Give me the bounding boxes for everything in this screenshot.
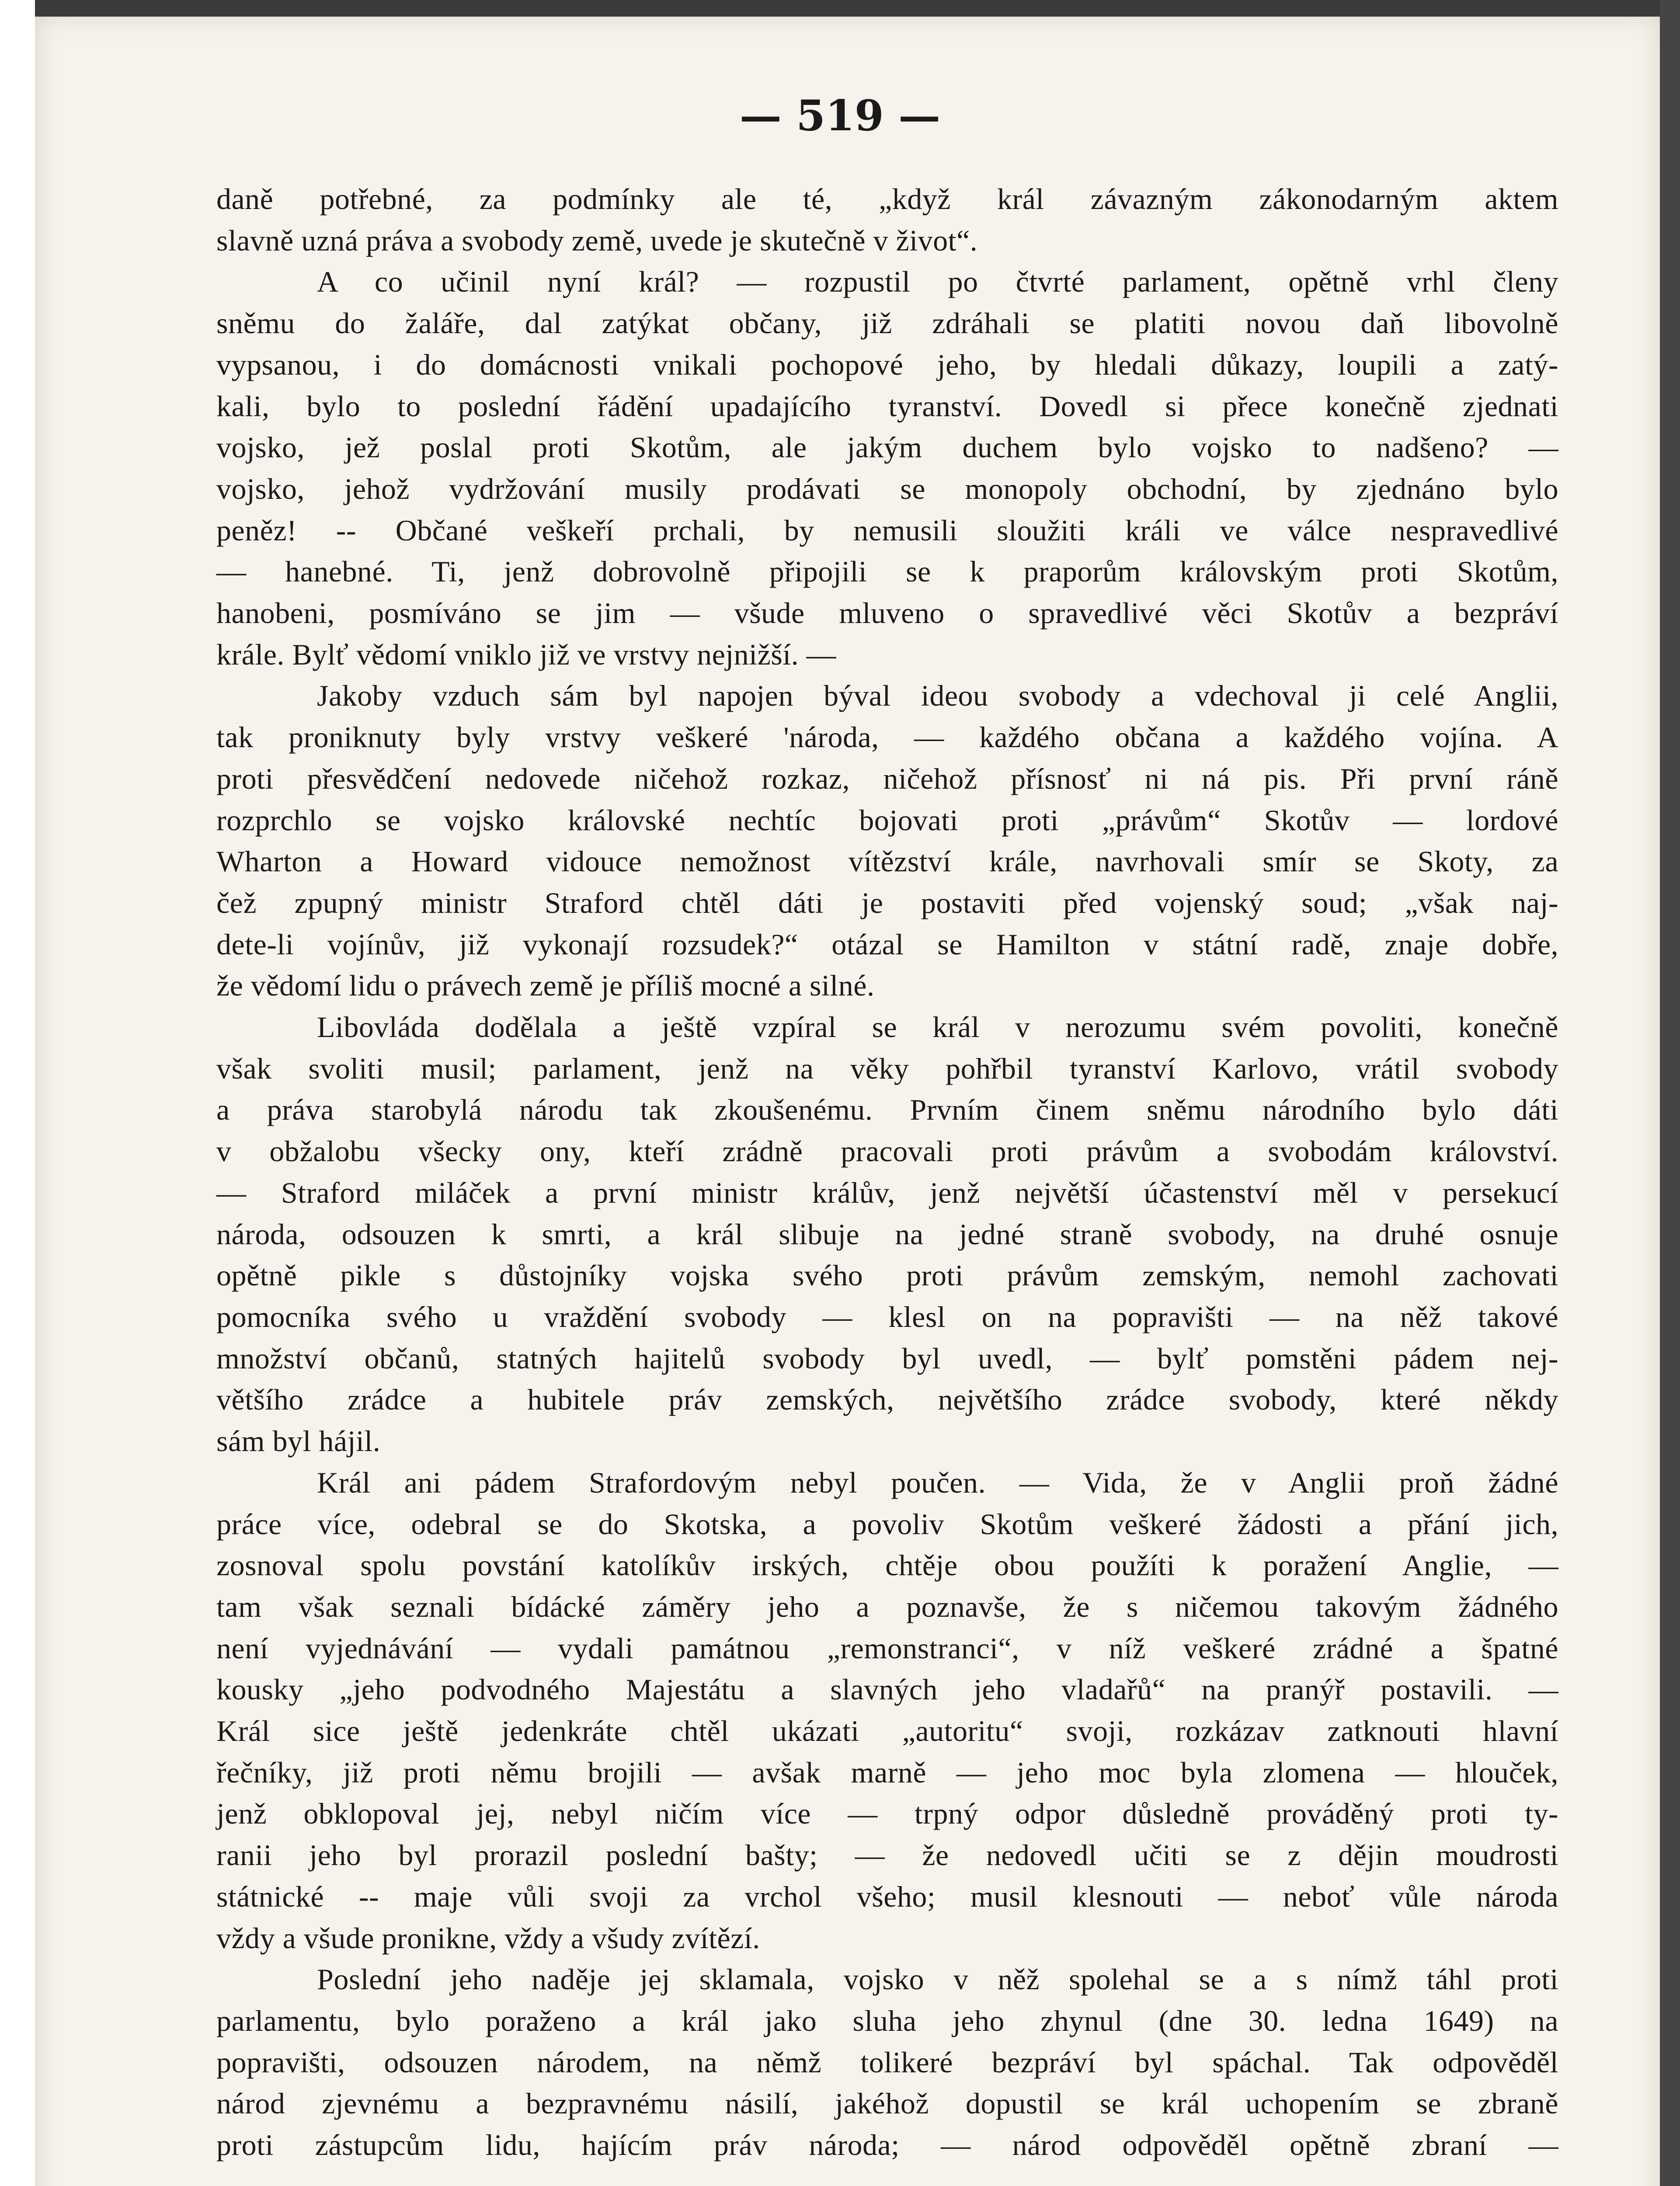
text-line: vojsko, jež poslal proti Skotům, ale jakým duchem bylo vojsko to nadšeno? — <box>216 431 1558 464</box>
text-line: kousky „jeho podvodného Majestátu a slavných jeho vladařů“ na pranýř postavili. — <box>216 1673 1558 1706</box>
scan-edge-top <box>35 0 1680 17</box>
text-line: hanobeni, posmíváno se jim — všude mluveno o spravedlivé věci Skotův a bezpráví <box>216 596 1558 630</box>
text-line: sněmu do žaláře, dal zatýkat občany, již zdráhali se platiti novou daň libovolně <box>216 306 1558 340</box>
text-line: zosnoval spolu povstání katolíkův irských, chtěje obou použíti k poražení Anglie, — <box>216 1549 1558 1582</box>
page-number: — 519 — <box>739 91 941 140</box>
text-line: peněz! -- Občané veškeří prchali, by nemusili sloužiti králi ve válce nespravedlivé <box>216 513 1558 547</box>
text-line: vojsko, jehož vydržování musily prodávati se monopoly obchodní, by zjednáno bylo <box>216 472 1558 505</box>
text-line: tam však seznali bídácké záměry jeho a poznavše, že s ničemou takovým žádného <box>216 1590 1558 1623</box>
text-line: opětně pikle s důstojníky vojska svého proti právům zemským, nemohl zachovati <box>216 1259 1558 1292</box>
text-line: jenž obklopoval jej, nebyl ničím více — trpný odpor důsledně prováděný proti ty- <box>216 1797 1558 1831</box>
text-line: že vědomí lidu o právech země je příliš mocné a silné. <box>216 969 875 1002</box>
text-line: kali, bylo to poslední řádění upadajícího tyranství. Dovedl si přece konečně zjednati <box>216 389 1558 423</box>
text-line: však svoliti musil; parlament, jenž na věky pohřbil tyranství Karlovo, vrátil svobody <box>216 1051 1558 1085</box>
text-line: řečníky, již proti němu brojili — avšak marně — jeho moc byla zlomena — hlouček, <box>216 1755 1558 1789</box>
scan-edge-right <box>1660 0 1680 2186</box>
text-line: sám byl hájil. <box>216 1424 381 1458</box>
text-line: rozprchlo se vojsko královské nechtíc bojovati proti „právům“ Skotův — lordové <box>216 803 1558 837</box>
text-line: krále. Bylť vědomí vniklo již ve vrstvy nejnižší. — <box>216 637 837 671</box>
text-line: vždy a všude pronikne, vždy a všudy zvítězí. <box>216 1921 760 1955</box>
text-line: a práva starobylá národu tak zkoušenému. Prvním činem sněmu národního bylo dáti <box>216 1093 1558 1127</box>
text-line: proti zástupcům lidu, hajícím práv národa; — národ odpověděl opětně zbraní — <box>216 2128 1558 2162</box>
text-line: Král sice ještě jedenkráte chtěl ukázati „autoritu“ svoji, rozkázav zatknouti hlavní <box>216 1714 1558 1748</box>
text-line: čež zpupný ministr Straford chtěl dáti je postaviti před vojenský soud; „však naj- <box>216 886 1558 919</box>
text-line: většího zrádce a hubitele práv zemských, největšího zrádce svobody, které někdy <box>216 1383 1558 1417</box>
text-line: množství občanů, statných hajitelů svobody byl uvedl, — bylť pomstěni pádem nej- <box>216 1341 1558 1375</box>
text-line: A co učinil nyní král? — rozpustil po čtvrté parlament, opětně vrhl členy <box>317 265 1558 299</box>
text-line: parlamentu, bylo poraženo a král jako sluha jeho zhynul (dne 30. ledna 1649) na <box>216 2004 1558 2037</box>
text-line: národa, odsouzen k smrti, a král slibuje na jedné straně svobody, na druhé osnuje <box>216 1217 1558 1251</box>
text-line: Wharton a Howard vidouce nemožnost vítězství krále, navrhovali smír se Skoty, za <box>216 845 1558 878</box>
text-line: — Straford miláček a první ministr králův, jenž největší účastenství měl v persekucí <box>216 1176 1558 1209</box>
text-line: práce více, odebral se do Skotska, a povoliv Skotům veškeré žádosti a přání jich, <box>216 1507 1558 1541</box>
text-line: není vyjednávání — vydali památnou „remonstranci“, v níž veškeré zrádné a špatné <box>216 1631 1558 1665</box>
text-line: státnické -- maje vůli svoji za vrchol všeho; musil klesnouti — neboť vůle národa <box>216 1880 1558 1913</box>
body-text <box>216 178 1558 2166</box>
text-line: Král ani pádem Strafordovým nebyl poučen. — Vida, že v Anglii proň žádné <box>317 1465 1558 1499</box>
text-line: vypsanou, i do domácnosti vnikali pochopové jeho, by hledali důkazy, loupili a zatý- <box>216 348 1558 381</box>
text-line: ranii jeho byl prorazil poslední bašty; — že nedovedl učiti se z dějin moudrosti <box>216 1838 1558 1872</box>
text-line: pomocníka svého u vraždění svobody — klesl on na popravišti — na něž takové <box>216 1300 1558 1333</box>
text-line: tak proniknuty byly vrstvy veškeré 'národa, — každého občana a každého vojína. A <box>216 721 1558 754</box>
text-line: slavně uzná práva a svobody země, uvede je skutečně v život“. <box>216 223 978 257</box>
text-line: daně potřebné, za podmínky ale té, „když král závazným zákonodarným aktem <box>216 182 1558 216</box>
text-line: v obžalobu všecky ony, kteří zrádně pracovali proti právům a svobodám království. <box>216 1135 1558 1168</box>
text-line: popravišti, odsouzen národem, na němž tolikeré bezpráví byl spáchal. Tak odpověděl <box>216 2045 1558 2079</box>
text-line: národ zjevnému a bezpravnému násilí, jakéhož dopustil se král uchopením se zbraně <box>216 2087 1558 2120</box>
text-line: Poslední jeho naděje jej sklamala, vojsko v něž spolehal se a s nímž táhl proti <box>317 1963 1558 1996</box>
text-line: Libovláda dodělala a ještě vzpíral se král v nerozumu svém povoliti, konečně <box>317 1010 1558 1044</box>
text-line: Jakoby vzduch sám byl napojen býval ideou svobody a vdechoval ji celé Anglii, <box>317 679 1558 713</box>
text-line: proti přesvědčení nedovede ničehož rozkaz, ničehož přísnosť ni ná pis. Při první ráně <box>216 762 1558 795</box>
text-line: — hanebné. Ti, jenž dobrovolně připojili se k praporům královským proti Skotům, <box>216 555 1558 588</box>
text-line: dete-li vojínův, již vykonají rozsudek?“ otázal se Hamilton v státní radě, znaje dobře, <box>216 927 1558 961</box>
